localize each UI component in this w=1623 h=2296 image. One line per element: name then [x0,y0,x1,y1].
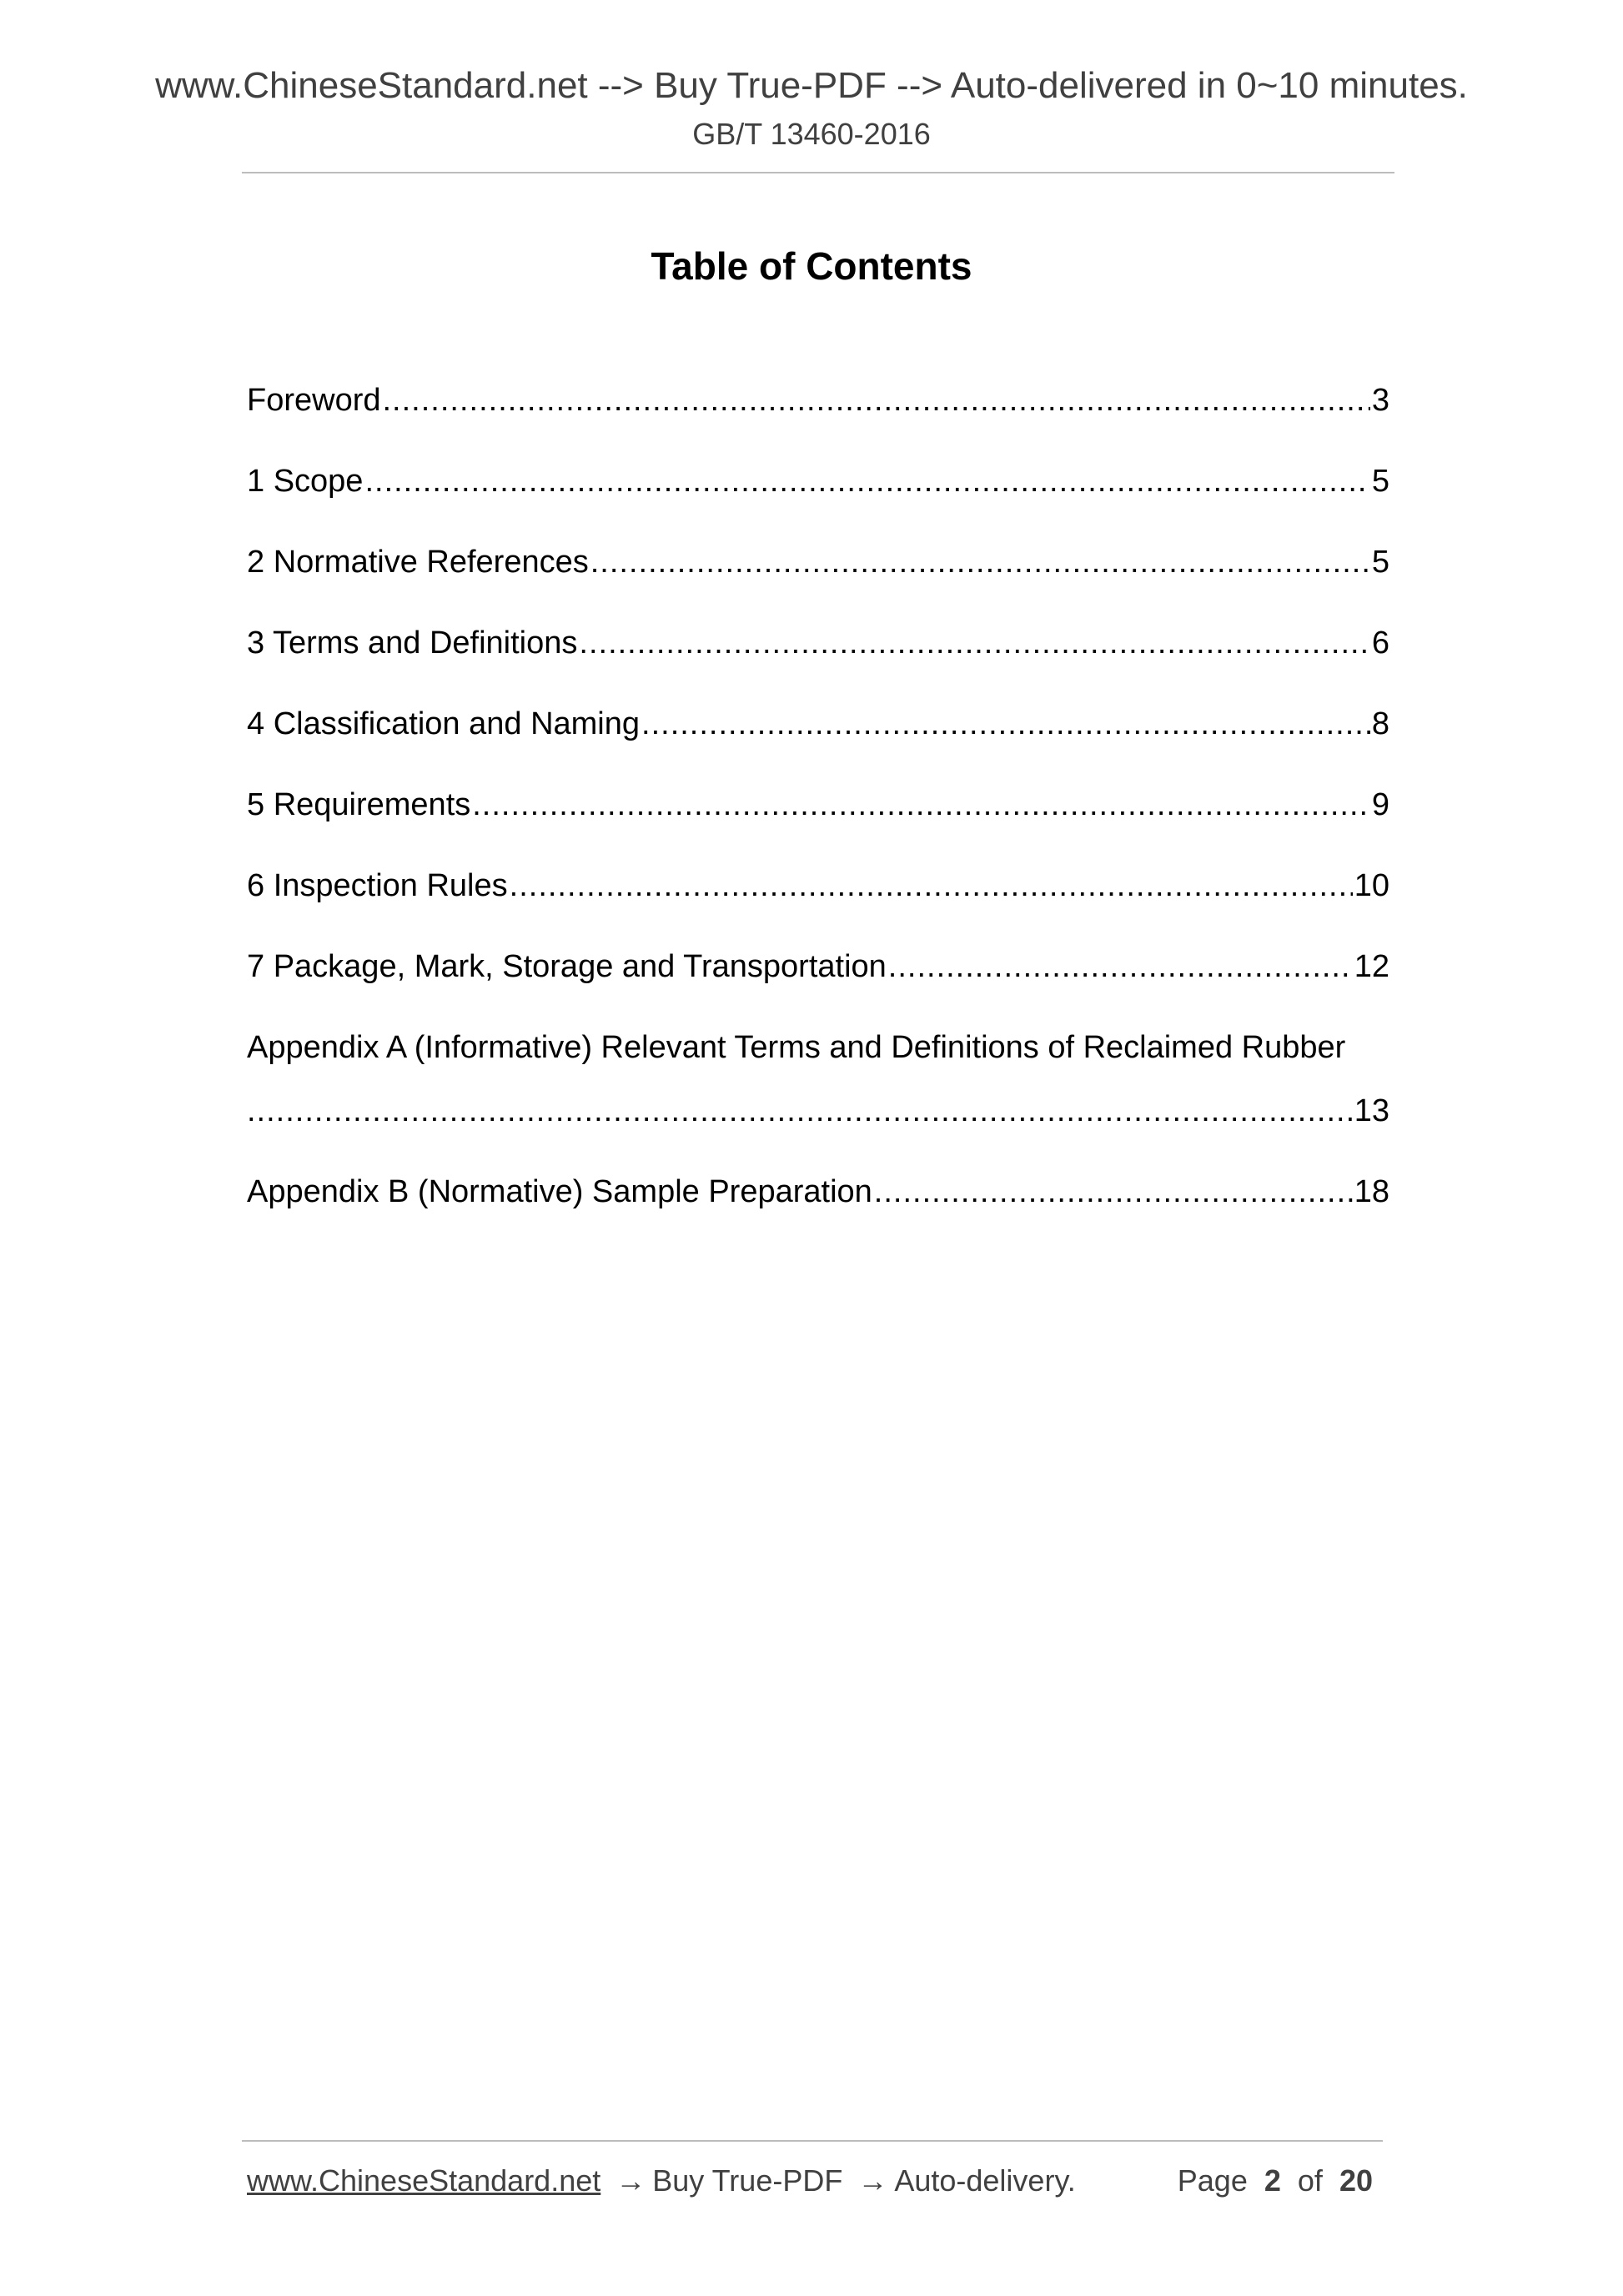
toc-leader-dots [641,701,1370,747]
toc-item-page: 12 [1354,949,1389,984]
toc-item-page: 18 [1354,1174,1389,1209]
toc-item-label: 5 Requirements [247,787,471,822]
toc-leader-dots [247,1088,1353,1134]
toc-item-classification-naming[interactable] [247,701,1389,747]
arrow-right-icon: → [616,2163,646,2198]
toc-item-appendix-b[interactable] [247,1168,1389,1215]
page-footer [247,2160,1381,2202]
footer-divider [242,2140,1383,2142]
toc-item-page: 10 [1354,868,1389,903]
toc-item-page: 3 [1371,383,1389,418]
header-banner: www.ChineseStandard.net --> Buy True-PDF --> Auto-delivered in 0~10 minutes. [155,65,1468,106]
footer-delivery-text: Auto-delivery. [894,2163,1076,2198]
toc-item-appendix-a-continuation[interactable] [247,1088,1389,1134]
toc-item-label: Appendix B (Normative) Sample Preparation [247,1174,872,1209]
toc-item-page: 6 [1371,625,1389,661]
toc-item-normative-references[interactable] [247,539,1389,585]
toc-item-foreword[interactable] [247,377,1389,424]
toc-item-label: 1 Scope [247,464,364,499]
arrow-right-icon: → [857,2163,888,2198]
toc-item-page: 5 [1371,545,1389,580]
toc-item-scope[interactable] [247,458,1389,505]
footer-site-link[interactable]: www.ChineseStandard.net [247,2163,601,2198]
footer-buy-text: Buy True-PDF [652,2163,843,2198]
toc-leader-dots [472,781,1370,828]
toc-item-package-mark[interactable] [247,943,1389,990]
toc-leader-dots [383,377,1370,424]
toc-leader-dots [590,539,1370,585]
toc-item-label: 7 Package, Mark, Storage and Transportation [247,949,887,984]
of-word: of [1297,2163,1323,2198]
page-word: Page [1177,2163,1248,2198]
standard-number: GB/T 13460-2016 [692,117,931,151]
toc-item-page: 13 [1354,1093,1389,1128]
toc-item-label: 2 Normative References [247,545,589,580]
toc-leader-dots [888,943,1353,990]
toc-item-requirements[interactable] [247,781,1389,828]
current-page: 2 [1264,2163,1281,2198]
toc-item-label: Foreword [247,383,381,418]
header-divider [242,172,1394,173]
toc-leader-dots [364,458,1369,505]
toc-item-label: Appendix A (Informative) Relevant Terms and Definitions of Reclaimed Rubber [247,1030,1346,1065]
toc-item-label: 6 Inspection Rules [247,868,508,903]
toc-leader-dots [874,1168,1353,1215]
toc-leader-dots [579,620,1369,666]
toc-item-appendix-a[interactable] [247,1024,1389,1071]
toc-item-terms-definitions[interactable] [247,620,1389,666]
toc-item-inspection-rules[interactable] [247,862,1389,909]
toc-item-page: 8 [1371,706,1389,741]
toc-item-label: 3 Terms and Definitions [247,625,578,661]
toc-item-label: 4 Classification and Naming [247,706,641,741]
page-title: Table of Contents [651,244,972,288]
total-pages: 20 [1339,2163,1373,2198]
toc-item-page: 9 [1371,787,1389,822]
toc-item-page: 5 [1371,464,1389,499]
footer-promo [247,2160,1076,2202]
page-number [1178,2160,1373,2202]
toc-leader-dots [510,862,1353,909]
